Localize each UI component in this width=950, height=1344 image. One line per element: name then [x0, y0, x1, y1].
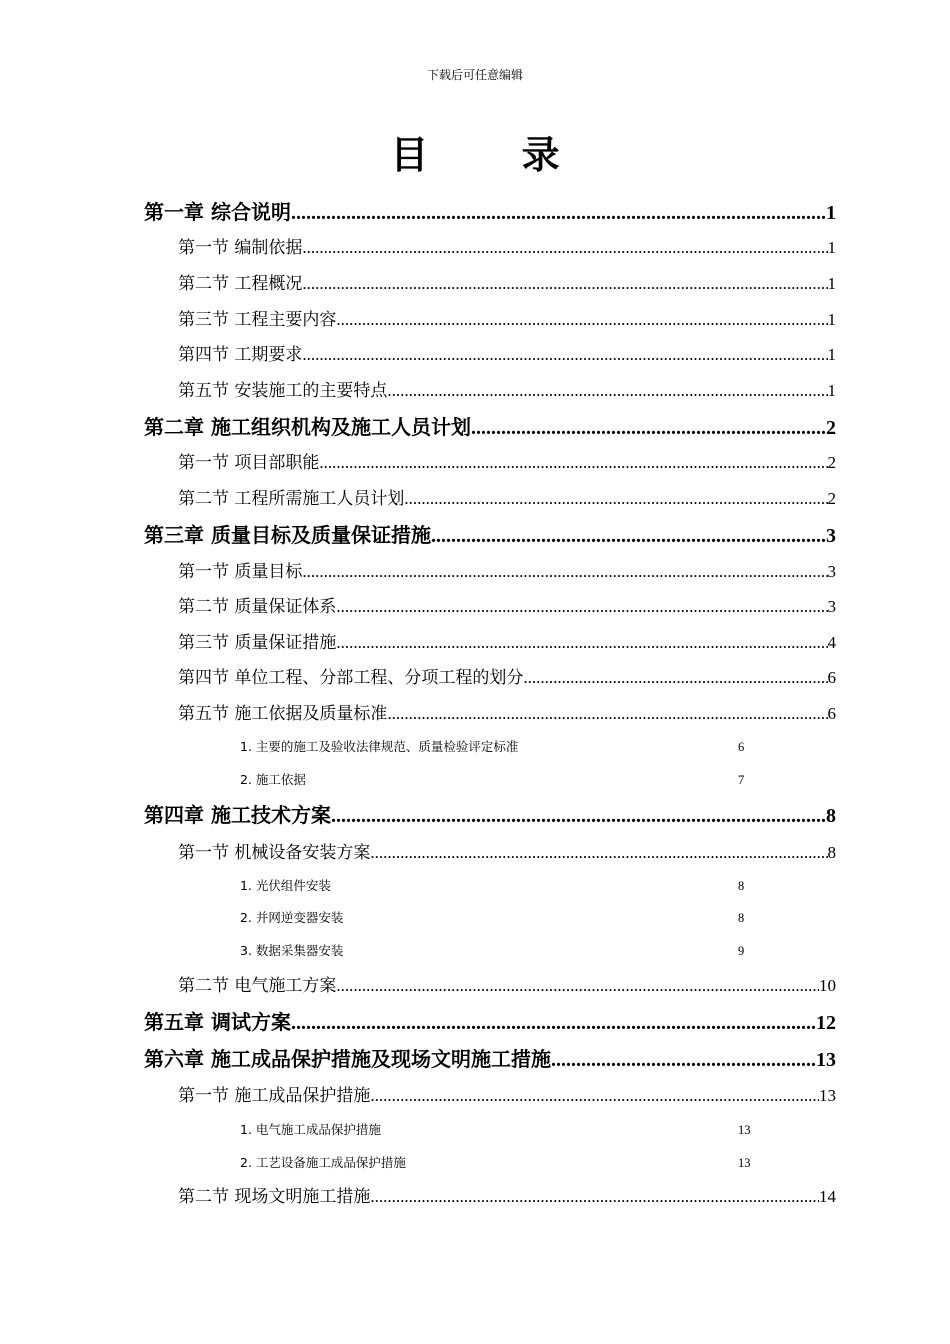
toc-leader-dots [370, 1187, 819, 1207]
toc-leader-dots [523, 668, 827, 688]
toc-chapter-entry[interactable] [144, 799, 836, 828]
toc-entry-title: 第二章 施工组织机构及施工人员计划 [144, 415, 471, 439]
toc-entry-title: 第一章 综合说明 [144, 200, 291, 224]
toc-entry-title: 第二节 现场文明施工措施 [178, 1187, 371, 1207]
toc-sub-entry[interactable] [240, 737, 760, 755]
toc-entry-title: 第一节 质量目标 [178, 562, 303, 582]
toc-page-number: 13 [819, 1086, 836, 1105]
toc-section-entry[interactable] [178, 628, 836, 653]
toc-entry-title: 1. 主要的施工及验收法律规范、质量检验评定标准 [240, 739, 519, 754]
toc-leader-dots [302, 562, 827, 582]
toc-leader-dots [291, 202, 826, 225]
toc-section-entry[interactable] [178, 340, 836, 365]
toc-page-number: 4 [827, 633, 836, 652]
toc-entry-title: 2. 并网逆变器安装 [240, 910, 344, 925]
toc-entry-title: 第二节 质量保证体系 [178, 597, 337, 617]
toc-page-number: 13 [816, 1049, 836, 1071]
toc-page-number: 8 [738, 911, 745, 925]
toc-section-entry[interactable] [178, 269, 836, 294]
toc-leader-dots [319, 453, 827, 473]
toc-sub-entry[interactable] [240, 941, 760, 959]
toc-entry-title: 第三章 质量目标及质量保证措施 [144, 523, 431, 547]
toc-page-number: 3 [827, 562, 836, 581]
toc-sub-entry[interactable] [240, 1153, 760, 1171]
toc-page-number: 2 [827, 489, 836, 508]
toc-page-number: 6 [738, 740, 745, 754]
toc-entry-title: 第二节 工程概况 [178, 274, 303, 294]
page-title: 目 录 [390, 133, 600, 177]
toc-leader-dots [471, 417, 826, 440]
toc-leader-dots [336, 976, 819, 996]
toc-leader-dots [404, 489, 827, 509]
toc-sub-entry[interactable] [240, 770, 760, 788]
toc-page-number: 12 [816, 1012, 836, 1034]
toc-section-entry[interactable] [178, 1182, 836, 1207]
toc-section-entry[interactable] [178, 557, 836, 582]
toc-entry-title: 第一节 编制依据 [178, 238, 303, 258]
toc-entry-title: 第二节 电气施工方案 [178, 976, 337, 996]
toc-leader-dots [302, 274, 827, 294]
toc-entry-title: 第一节 施工成品保护措施 [178, 1086, 371, 1106]
toc-entry-title: 第四节 单位工程、分部工程、分项工程的划分 [178, 668, 524, 688]
toc-page-number: 2 [827, 453, 836, 472]
toc-section-entry[interactable] [178, 971, 836, 996]
toc-section-entry[interactable] [178, 448, 836, 473]
toc-page-number: 6 [827, 668, 836, 687]
toc-chapter-entry[interactable] [144, 196, 836, 225]
toc-entry-title: 1. 光伏组件安装 [240, 878, 331, 893]
toc-section-entry[interactable] [178, 838, 836, 863]
toc-entry-title: 第一节 机械设备安装方案 [178, 843, 371, 863]
toc-entry-title: 第一节 项目部职能 [178, 453, 320, 473]
toc-entry-title: 第三节 质量保证措施 [178, 633, 337, 653]
toc-page-number: 1 [827, 345, 836, 364]
toc-chapter-entry[interactable] [144, 1006, 836, 1035]
toc-entry-title: 第四章 施工技术方案 [144, 803, 331, 827]
toc-entry-title: 2. 工艺设备施工成品保护措施 [240, 1155, 406, 1170]
page-header: 下载后可任意编辑 [426, 68, 523, 82]
toc-leader-dots [431, 525, 826, 548]
toc-chapter-entry[interactable] [144, 411, 836, 440]
toc-leader-dots [370, 843, 827, 863]
toc-page-number: 3 [826, 525, 836, 547]
toc-section-entry[interactable] [178, 699, 836, 724]
toc-section-entry[interactable] [178, 592, 836, 617]
toc-leader-dots [370, 1086, 819, 1106]
toc-page-number: 8 [738, 879, 745, 893]
toc-page-number: 2 [826, 417, 836, 439]
toc-chapter-entry[interactable] [144, 519, 836, 548]
toc-page-number: 8 [826, 805, 836, 827]
toc-section-entry[interactable] [178, 376, 836, 401]
toc-entry-title: 第五章 调试方案 [144, 1010, 291, 1034]
toc-entry-title: 1. 电气施工成品保护措施 [240, 1122, 381, 1137]
toc-entry-title: 第四节 工期要求 [178, 345, 303, 365]
toc-sub-entry[interactable] [240, 1120, 760, 1138]
toc-page-number: 1 [827, 310, 836, 329]
toc-chapter-entry[interactable] [144, 1043, 836, 1072]
toc-entry-title: 第五节 施工依据及质量标准 [178, 704, 388, 724]
toc-leader-dots [302, 345, 827, 365]
toc-sub-entry[interactable] [240, 876, 760, 894]
toc-leader-dots [291, 1012, 816, 1035]
toc-entry-title: 第二节 工程所需施工人员计划 [178, 489, 405, 509]
toc-leader-dots [551, 1049, 816, 1072]
toc-entry-title: 3. 数据采集器安装 [240, 943, 344, 958]
toc-leader-dots [302, 238, 827, 258]
toc-page-number: 14 [819, 1187, 836, 1206]
toc-page-number: 7 [738, 773, 745, 787]
toc-section-entry[interactable] [178, 663, 836, 688]
toc-page-number: 3 [827, 597, 836, 616]
toc-page-number: 1 [827, 274, 836, 293]
toc-entry-title: 第三节 工程主要内容 [178, 310, 337, 330]
toc-section-entry[interactable] [178, 484, 836, 509]
toc-leader-dots [336, 310, 827, 330]
toc-leader-dots [336, 597, 827, 617]
toc-page-number: 1 [826, 202, 836, 224]
toc-page-number: 6 [827, 704, 836, 723]
toc-section-entry[interactable] [178, 233, 836, 258]
toc-page-number: 13 [738, 1156, 751, 1170]
toc-leader-dots [387, 381, 827, 401]
toc-section-entry[interactable] [178, 1081, 836, 1106]
toc-entry-title: 第六章 施工成品保护措施及现场文明施工措施 [144, 1047, 551, 1071]
toc-entry-title: 第五节 安装施工的主要特点 [178, 381, 388, 401]
toc-leader-dots [387, 704, 827, 724]
toc-page-number: 10 [819, 976, 836, 995]
toc-sub-entry[interactable] [240, 908, 760, 926]
toc-page-number: 8 [827, 843, 836, 862]
toc-page-number: 1 [827, 238, 836, 257]
toc-page-number: 1 [827, 381, 836, 400]
toc-leader-dots [336, 633, 827, 653]
toc-page-number: 9 [738, 944, 745, 958]
toc-entry-title: 2. 施工依据 [240, 772, 306, 787]
toc-section-entry[interactable] [178, 305, 836, 330]
toc-page-number: 13 [738, 1123, 751, 1137]
toc-leader-dots [331, 805, 826, 828]
